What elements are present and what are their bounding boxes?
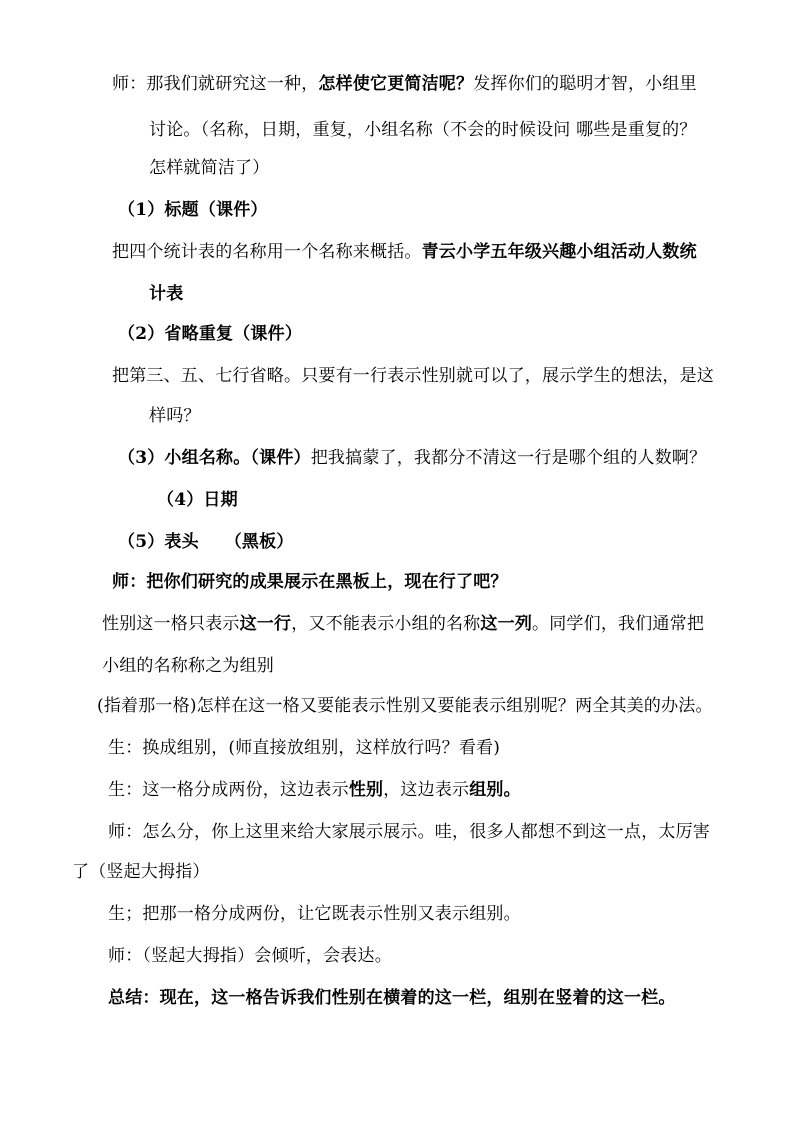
text-span: 样吗？ [149, 406, 201, 426]
heading-text: （1）标题（课件） [118, 200, 268, 220]
text-span: 组别。 [469, 780, 521, 800]
text-line-18 [108, 778, 521, 802]
text-span: 这一列 [480, 614, 533, 634]
text-line-3 [149, 156, 269, 180]
heading-text: （5）表头 （黑板） [118, 532, 294, 552]
text-span: 把我搞蒙了，我都分不清这一行是哪个组的人数啊？ [310, 448, 707, 468]
text-span: 性别这一格只表示 [102, 614, 240, 634]
text-line-2 [149, 118, 697, 142]
text-span: 生：这一格分成两份，这边表示 [108, 780, 349, 800]
text-span: ，这边表示 [383, 780, 470, 800]
text-line-12 [118, 530, 294, 554]
text-span: 青云小学五年级兴趣小组活动人数统 [421, 242, 697, 262]
heading-text: （2）省略重复（课件） [118, 324, 303, 344]
text-span: 讨论。（名称，日期，重复，小组名称（不会的时候设问 哪些是重复的？ [149, 120, 697, 140]
text-line-7 [118, 322, 302, 346]
text-line-22 [108, 944, 392, 968]
text-line-15 [102, 654, 274, 678]
text-line-16 [97, 694, 713, 718]
text-line-5 [112, 240, 697, 264]
text-line-8 [112, 364, 714, 388]
summary-text: 总结：现在，这一格告诉我们性别在横着的这一栏，组别在竖着的这一栏。 [108, 988, 676, 1008]
text-span: 小组的名称称之为组别 [102, 656, 274, 676]
text-span: 生；把那一格分成两份，让它既表示性别又表示组别。 [108, 904, 521, 924]
text-line-9 [149, 404, 201, 428]
text-span: 师：（竖起大拇指）会倾听，会表达。 [108, 946, 392, 966]
heading-text: （4）日期 [157, 490, 238, 510]
text-span: 把四个统计表的名称用一个名称来概括。 [112, 242, 422, 262]
text-span: 怎样就简洁了） [149, 158, 270, 178]
text-line-4 [118, 198, 268, 222]
text-span: 计表 [149, 284, 184, 304]
text-span: 生：换成组别，(师直接放组别，这样放行吗？看看) [108, 738, 501, 758]
text-line-21 [108, 902, 521, 926]
text-line-19 [108, 820, 710, 844]
text-span: ，又不能表示小组的名称 [291, 614, 481, 634]
text-span: 师：怎么分，你上这里来给大家展示展示。哇，很多人都想不到这一点，太厉害 [108, 822, 710, 842]
text-span: 师：把你们研究的成果展示在黑板上，现在行了吧？ [112, 572, 508, 592]
text-line-14 [102, 612, 704, 636]
text-span: 师：那我们就研究这一种， [112, 74, 319, 94]
text-span: 了（竖起大拇指） [72, 862, 210, 882]
heading-text: （3）小组名称。（课件） [118, 448, 311, 468]
text-line-23 [108, 986, 676, 1010]
text-line-13 [112, 570, 508, 594]
text-line-20 [72, 860, 210, 884]
text-span: 把第三、五、七行省略。只要有一行表示性别就可以了，展示学生的想法，是这 [112, 366, 714, 386]
text-span: (指着那一格)怎样在这一格又要能表示性别又要能表示组别呢？两全其美的办法。 [97, 696, 713, 716]
text-line-10 [118, 446, 706, 470]
text-span: 怎样使它更简洁呢？ [318, 74, 474, 94]
text-span: 这一行 [239, 614, 292, 634]
text-line-1 [112, 72, 697, 96]
text-line-11 [157, 488, 238, 512]
text-line-17 [108, 736, 500, 760]
text-span: 。同学们，我们通常把 [532, 614, 705, 634]
text-line-6 [149, 282, 183, 306]
text-span: 发挥你们的聪明才智，小组里 [473, 74, 697, 94]
text-span: 性别 [348, 780, 384, 800]
